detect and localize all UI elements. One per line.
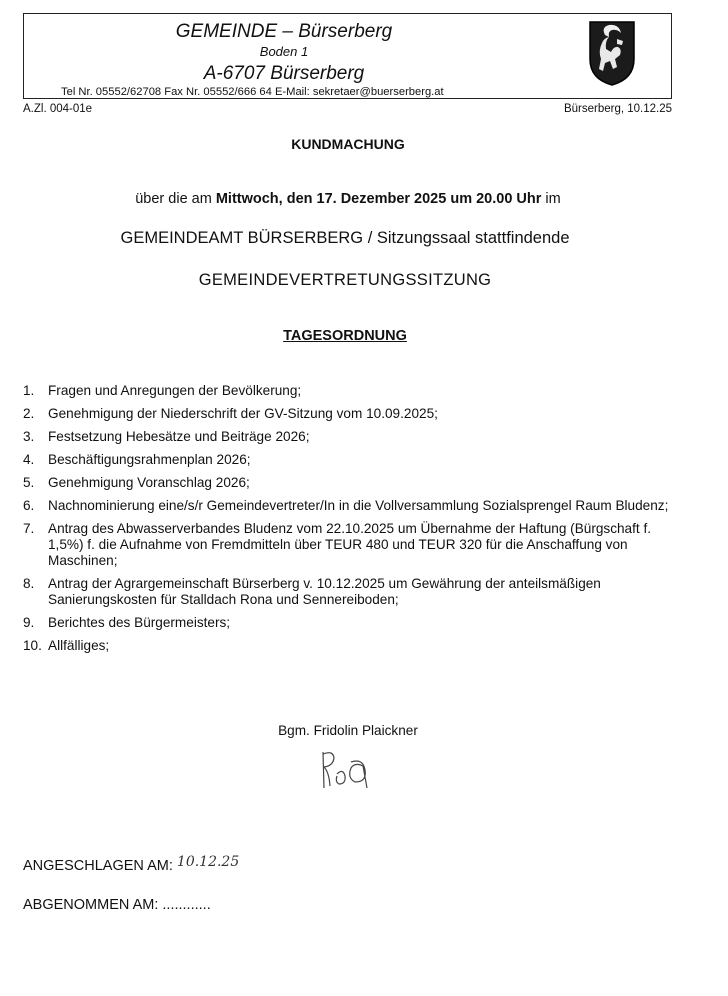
agenda-item-text: Antrag des Abwasserverbandes Bludenz vom 22.10.2025 um Übernahme der Haftung (Bürgschaft f. 1,5%) f. die Aufnahme von Fremdmitteln über TEUR 480 und TEUR 320 für die Anschaffung von Maschinen; [48,521,652,568]
agenda-item-text: Genehmigung der Niederschrift der GV-Sitzung vom 10.09.2025; [48,406,438,421]
agenda-item [23,615,673,631]
posted-date-handwritten: 10.12.25 [176,854,240,870]
agenda-item-number: 1. [23,383,35,398]
agenda-item-number: 10. [23,638,42,653]
posted-on [23,854,240,875]
signer-name: Bgm. Fridolin Plaickner [278,723,418,738]
agenda-item [23,521,673,569]
agenda-item-text: Antrag der Agrargemeinschaft Bürserberg v. 10.12.2025 um Gewährung der anteilsmäßigen Sanierungskosten für Stalldach Rona und Sennereiboden; [48,576,601,607]
municipality-contact: Tel Nr. 05552/62708 Fax Nr. 05552/666 64 E-Mail: sekretaer@buerserberg.at [61,86,444,98]
meeting-datetime: Mittwoch, den 17. Dezember 2025 um 20.00 Uhr [215,191,542,207]
intro-before: über die am [135,191,216,207]
meeting-intro [0,191,696,208]
agenda-heading: TAGESORDNUNG [283,328,407,344]
municipality-street: Boden 1 [259,44,309,59]
agenda-item [23,452,673,468]
agenda-item-text: Allfälliges; [48,638,110,653]
municipality-city: A-6707 Bürserberg [203,63,365,84]
agenda-item [23,576,673,608]
agenda-item-number: 9. [23,615,35,630]
meeting-type: GEMEINDEVERTRETUNGSSITZUNG [198,271,492,289]
agenda-item-text: Beschäftigungsrahmenplan 2026; [48,452,251,467]
place-and-date: Bürserberg, 10.12.25 [563,103,672,115]
municipality-name: GEMEINDE – Bürserberg [175,21,393,42]
agenda-item [23,429,673,445]
ibex-coat-of-arms-icon [587,19,637,87]
agenda-item-number: 7. [23,521,35,536]
handwritten-signature [315,748,375,794]
agenda-item-number: 3. [23,429,35,444]
agenda-list [23,383,673,661]
agenda-item-text: Berichtes des Bürgermeisters; [48,615,231,630]
letterhead [23,13,672,99]
reference-number: A.Zl. 004-01e [23,103,93,115]
agenda-item-text: Genehmigung Voranschlag 2026; [48,475,250,490]
posted-label: ANGESCHLAGEN AM: [23,858,177,874]
agenda-item [23,475,673,491]
agenda-item-number: 5. [23,475,35,490]
removed-label: ABGENOMMEN AM: [23,897,159,913]
agenda-item [23,383,673,399]
agenda-item-number: 4. [23,452,35,467]
agenda-item [23,638,673,654]
agenda-item-text: Fragen und Anregungen der Bevölkerung; [48,383,302,398]
document-title: KUNDMACHUNG [291,136,405,152]
agenda-item-number: 8. [23,576,35,591]
removed-on [23,897,211,914]
agenda-item-text: Festsetzung Hebesätze und Beiträge 2026; [48,429,310,444]
agenda-item [23,498,673,514]
intro-after: im [541,191,561,207]
agenda-item [23,406,673,422]
removed-date-placeholder: ............ [158,897,211,913]
agenda-item-number: 6. [23,498,35,513]
agenda-item-number: 2. [23,406,35,421]
meeting-venue: GEMEINDEAMT BÜRSERBERG / Sitzungssaal stattfindende [120,229,570,247]
agenda-item-text: Nachnominierung eine/s/r Gemeindevertreter/In in die Vollversammlung Sozialsprengel Raum Bludenz; [48,498,669,513]
